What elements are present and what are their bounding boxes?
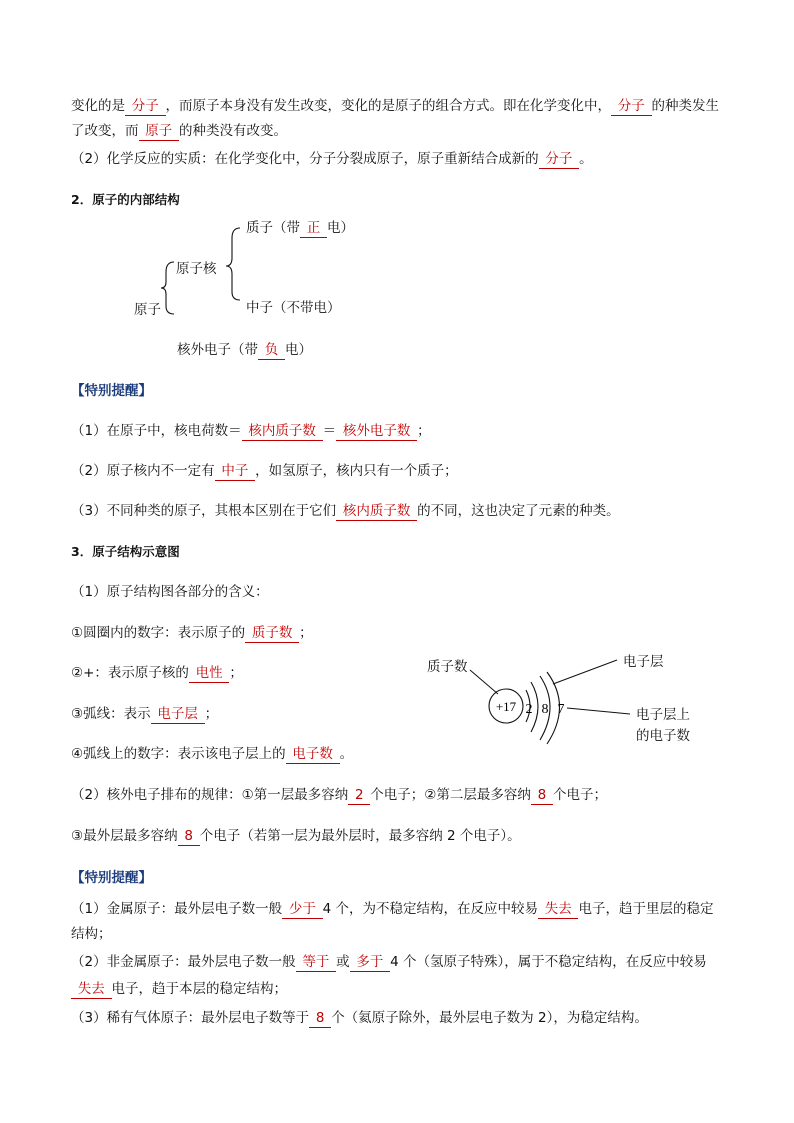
answer-blank: 2 (348, 787, 371, 803)
text: 4 个（氢原子特殊），属于不稳定结构，在反应中较易 (390, 954, 707, 970)
text: （3）稀有气体原子：最外层电子数等于 (71, 1010, 310, 1026)
section-title: 3．原子结构示意图 (71, 544, 180, 559)
text: （2）化学反应的实质：在化学变化中，分子分裂成原子，原子重新结合成新的 (71, 151, 539, 167)
text: ③弧线：表示 (71, 706, 151, 722)
pointer-line (470, 670, 498, 694)
text: 或 (336, 954, 350, 970)
answer-blank: 失去 (537, 901, 579, 917)
text-line (71, 1008, 648, 1028)
nucleus-charge: +17 (495, 699, 517, 714)
tip-title: 【特别提醒】 (71, 870, 152, 886)
tip-title: 【特别提醒】 (71, 383, 152, 399)
text-line: 结构； (71, 926, 112, 942)
answer-blank: 分子 (538, 151, 580, 167)
answer-blank: 8 (530, 787, 553, 803)
answer-blank: 电性 (188, 665, 230, 681)
text: 4 个，为不稳定结构，在反应中较易 (322, 901, 538, 917)
text: 个电子（若第一层为最外层时，最多容纳 2 个电子）。 (199, 828, 521, 844)
text: 的种类没有改变。 (179, 123, 287, 139)
text: ； (299, 625, 313, 641)
text-line (71, 979, 287, 999)
answer-blank: 质子数 (245, 625, 300, 641)
text: 的不同，这也决定了元素的种类。 (417, 503, 620, 519)
atom-label: 原子 (134, 302, 161, 318)
text: 质子（带 (246, 220, 300, 236)
nucleus-label: 原子核 (176, 261, 217, 277)
answer-blank: 等于 (295, 954, 337, 970)
diagram-label-layer: 电子层 (623, 654, 664, 670)
answer-blank: 核外电子数 (336, 423, 418, 439)
answer-blank: 中子 (214, 463, 256, 479)
answer-blank: 分子 (611, 98, 652, 114)
text: 电） (327, 220, 354, 236)
text: 核外电子（带 (177, 342, 258, 358)
answer-blank: 负 (258, 342, 285, 358)
answer-blank: 多于 (349, 954, 391, 970)
answer-blank: 失去 (71, 981, 112, 997)
text: ④弧线上的数字：表示该电子层上的 (71, 746, 286, 762)
text: 的种类发生 (651, 98, 719, 114)
text-line (71, 952, 707, 972)
text: ； (417, 423, 431, 439)
text: （3）不同种类的原子，其根本区别在于它们 (71, 503, 337, 519)
text-line: （1）原子结构图各部分的含义： (71, 584, 269, 600)
diagram-label-electrons: 电子层上 (636, 707, 690, 723)
answer-blank: 少于 (282, 901, 323, 917)
shell-electron-count: 8 (541, 702, 549, 717)
text: 。 (339, 746, 354, 762)
text: 电） (285, 342, 312, 358)
text: ①圆圈内的数字：表示原子的 (71, 625, 246, 641)
answer-blank: 8 (309, 1010, 332, 1026)
diagram-label-proton: 质子数 (427, 659, 468, 675)
text: 个（氦原子除外，最外层电子数为 2），为稳定结构。 (331, 1010, 648, 1026)
text: （2）原子核内不一定有 (71, 463, 215, 479)
text: （1）在原子中，核电荷数＝ (71, 423, 242, 439)
text: （2）非金属原子：最外层电子数一般 (71, 954, 296, 970)
neutron-label: 中子（不带电） (246, 300, 341, 316)
text: ②+：表示原子核的 (71, 665, 189, 681)
text: 电子，趋于本层的稳定结构； (111, 981, 287, 997)
answer-blank: 分子 (125, 98, 166, 114)
section-title: 2．原子的内部结构 (71, 192, 180, 207)
answer-blank: 电子数 (285, 746, 340, 762)
shell-electron-count: 7 (557, 702, 565, 717)
text: 个电子； (553, 787, 607, 803)
text: ③最外层最多容纳 (71, 828, 178, 844)
text: ，而原子本身没有发生改变，变化的是原子的组合方式。即在化学变化中， (165, 98, 611, 114)
text: 。 (579, 151, 593, 167)
answer-blank: 正 (300, 220, 327, 236)
shell-electron-count: 2 (525, 702, 533, 717)
text: ； (204, 706, 219, 722)
text: ； (229, 665, 243, 681)
answer-blank: 核内质子数 (336, 503, 418, 519)
answer-blank: 8 (177, 828, 200, 844)
pointer-line (567, 708, 630, 714)
text: ＝ (322, 423, 337, 439)
answer-blank: 核内质子数 (241, 423, 323, 439)
text: 了改变，而 (71, 123, 139, 139)
text: 个电子；②第二层最多容纳 (370, 787, 531, 803)
text-line (71, 899, 713, 919)
text: （2）核外电子排布的规律：①第一层最多容纳 (71, 787, 349, 803)
text: 变化的是 (71, 98, 125, 114)
pointer-line (553, 660, 617, 684)
text: ，如氢原子，核内只有一个质子； (255, 463, 458, 479)
text: （1）金属原子：最外层电子数一般 (71, 901, 283, 917)
text: 电子，趋于里层的稳定 (578, 901, 714, 917)
answer-blank: 原子 (138, 123, 179, 139)
answer-blank: 电子层 (150, 706, 205, 722)
diagram-label-electrons: 的电子数 (636, 728, 690, 744)
